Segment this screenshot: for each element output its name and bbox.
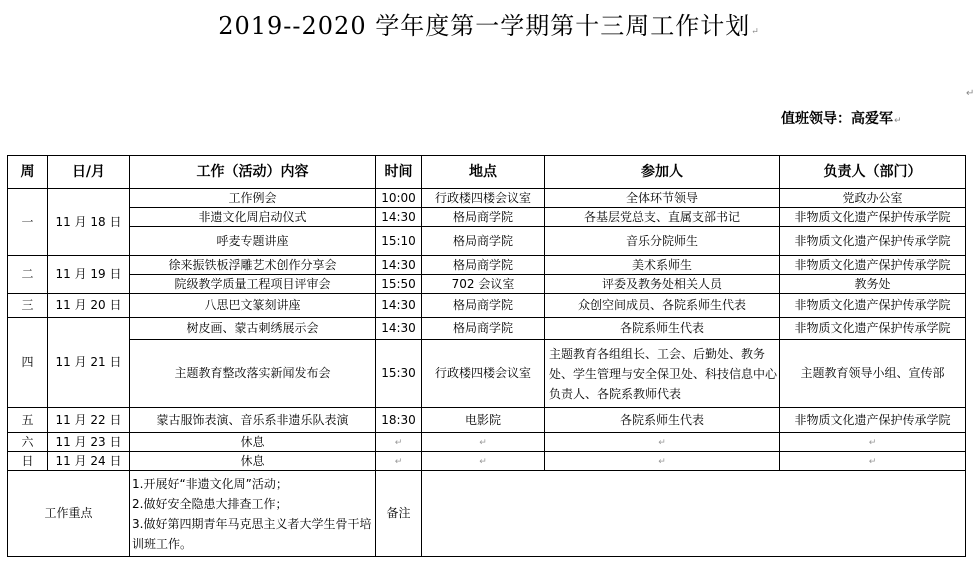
participants-cell: ↵	[545, 452, 780, 471]
table-row	[8, 318, 966, 340]
place-cell: 行政楼四楼会议室	[422, 189, 545, 208]
page-title: 2019--2020 学年度第一学期第十三周工作计划↵	[218, 12, 760, 40]
date-cell: 11 月 21 日	[48, 318, 130, 408]
place-cell: 格局商学院	[422, 256, 545, 275]
participants-cell: 音乐分院师生	[545, 227, 780, 256]
participants-cell: 各院系师生代表	[545, 408, 780, 433]
time-cell: ↵	[376, 433, 422, 452]
focus-list	[130, 471, 376, 557]
date-cell: 11 月 22 日	[48, 408, 130, 433]
owner-cell: 非物质文化遗产保护传承学院	[780, 208, 966, 227]
content-cell: 休息	[130, 452, 376, 471]
place-cell: 电影院	[422, 408, 545, 433]
date-cell: 11 月 19 日	[48, 256, 130, 294]
time-cell: ↵	[376, 452, 422, 471]
content-cell: 休息	[130, 433, 376, 452]
week-cell: 二	[8, 256, 48, 294]
place-cell: 格局商学院	[422, 227, 545, 256]
table-row	[8, 294, 966, 318]
table-row	[8, 256, 966, 275]
table-row	[8, 452, 966, 471]
place-cell: 行政楼四楼会议室	[422, 340, 545, 408]
date-cell: 11 月 24 日	[48, 452, 130, 471]
time-cell: 14:30	[376, 208, 422, 227]
time-cell: 15:30	[376, 340, 422, 408]
content-cell: 主题教育整改落实新闻发布会	[130, 340, 376, 408]
owner-cell: 非物质文化遗产保护传承学院	[780, 256, 966, 275]
focus-label: 工作重点	[8, 471, 130, 557]
time-cell: 14:30	[376, 294, 422, 318]
header-date: 日/月	[48, 156, 130, 189]
owner-cell: 非物质文化遗产保护传承学院	[780, 294, 966, 318]
owner-cell: 党政办公室	[780, 189, 966, 208]
place-cell: 格局商学院	[422, 208, 545, 227]
date-cell: 11 月 18 日	[48, 189, 130, 256]
owner-cell: 非物质文化遗产保护传承学院	[780, 318, 966, 340]
content-cell: 非遗文化周启动仪式	[130, 208, 376, 227]
table-row	[8, 189, 966, 208]
remark-cell	[422, 471, 966, 557]
header-participants: 参加人	[545, 156, 780, 189]
paragraph-mark: ↵	[966, 88, 975, 99]
date-cell: 11 月 23 日	[48, 433, 130, 452]
week-cell: 三	[8, 294, 48, 318]
time-cell: 10:00	[376, 189, 422, 208]
participants-cell: 各院系师生代表	[545, 318, 780, 340]
table-row	[8, 208, 966, 227]
duty-leader: 值班领导：高爱军↵	[781, 111, 902, 127]
work-plan-table	[7, 155, 966, 557]
time-cell: 15:10	[376, 227, 422, 256]
content-cell: 树皮画、蒙古刺绣展示会	[130, 318, 376, 340]
table-row	[8, 227, 966, 256]
date-cell: 11 月 20 日	[48, 294, 130, 318]
time-cell: 14:30	[376, 318, 422, 340]
content-cell: 蒙古服饰表演、音乐系非遗乐队表演	[130, 408, 376, 433]
owner-cell: ↵	[780, 433, 966, 452]
week-cell: 四	[8, 318, 48, 408]
header-week: 周	[8, 156, 48, 189]
table-row	[8, 275, 966, 294]
week-cell: 日	[8, 452, 48, 471]
place-cell: 格局商学院	[422, 294, 545, 318]
content-cell: 八思巴文篆刻讲座	[130, 294, 376, 318]
week-cell: 一	[8, 189, 48, 256]
header-time: 时间	[376, 156, 422, 189]
time-cell: 14:30	[376, 256, 422, 275]
place-cell: 702 会议室	[422, 275, 545, 294]
participants-cell: 评委及教务处相关人员	[545, 275, 780, 294]
participants-cell: 众创空间成员、各院系师生代表	[545, 294, 780, 318]
focus-item: 3.做好第四期青年马克思主义者大学生骨干培训班工作。	[132, 516, 372, 551]
header-place: 地点	[422, 156, 545, 189]
focus-row	[8, 471, 966, 557]
participants-cell: 主题教育各组组长、工会、后勤处、教务处、学生管理与安全保卫处、科技信息中心负责人、各院系教师代表	[545, 340, 780, 408]
participants-cell: 美术系师生	[545, 256, 780, 275]
remark-label: 备注	[376, 471, 422, 557]
owner-cell: 教务处	[780, 275, 966, 294]
header-row	[8, 156, 966, 189]
time-cell: 18:30	[376, 408, 422, 433]
table-row	[8, 433, 966, 452]
participants-cell: 全体环节领导	[545, 189, 780, 208]
place-cell: ↵	[422, 433, 545, 452]
table-row	[8, 408, 966, 433]
header-owner: 负责人（部门）	[780, 156, 966, 189]
focus-item: 1.开展好“非遗文化周”活动；	[132, 476, 288, 491]
participants-cell: 各基层党总支、直属支部书记	[545, 208, 780, 227]
week-cell: 五	[8, 408, 48, 433]
header-content: 工作（活动）内容	[130, 156, 376, 189]
owner-cell: 非物质文化遗产保护传承学院	[780, 227, 966, 256]
content-cell: 工作例会	[130, 189, 376, 208]
owner-cell: 非物质文化遗产保护传承学院	[780, 408, 966, 433]
owner-cell: 主题教育领导小组、宣传部	[780, 340, 966, 408]
owner-cell: ↵	[780, 452, 966, 471]
focus-item: 2.做好安全隐患大排查工作；	[132, 496, 288, 511]
content-cell: 院级教学质量工程项目评审会	[130, 275, 376, 294]
content-cell: 徐来振铁板浮雕艺术创作分享会	[130, 256, 376, 275]
table-row	[8, 340, 966, 408]
week-cell: 六	[8, 433, 48, 452]
time-cell: 15:50	[376, 275, 422, 294]
participants-cell: ↵	[545, 433, 780, 452]
content-cell: 呼麦专题讲座	[130, 227, 376, 256]
place-cell: ↵	[422, 452, 545, 471]
place-cell: 格局商学院	[422, 318, 545, 340]
